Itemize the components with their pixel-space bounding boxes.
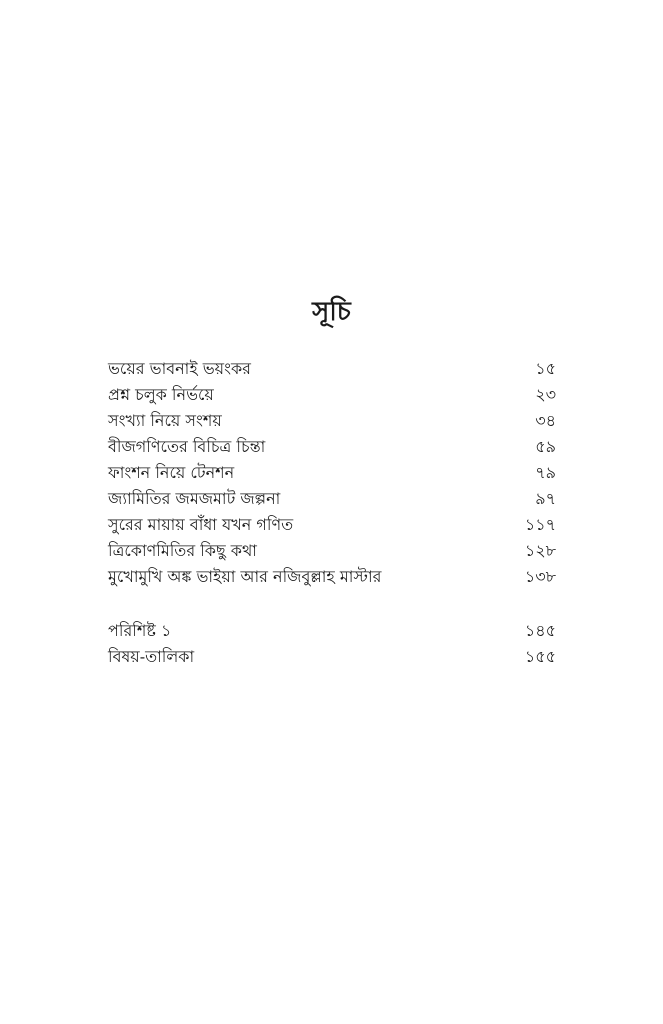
toc-entry-page: ৯৭ — [535, 489, 556, 508]
toc-entry-label: জ্যামিতির জমজমাট জল্পনা — [108, 489, 281, 508]
toc-main-list — [108, 356, 556, 590]
toc-entry-label: সংখ্যা নিয়ে সংশয় — [108, 411, 222, 430]
toc-entry — [108, 408, 556, 434]
toc-entry-label: ভয়ের ভাবনাই ভয়ংকর — [108, 359, 251, 378]
toc-entry — [108, 512, 556, 538]
toc-entry — [108, 618, 556, 644]
toc-entry-label: মুখোমুখি অঙ্ক ভাইয়া আর নজিবুল্লাহ মাস্টার — [108, 567, 382, 586]
toc-entry-label: ত্রিকোণমিতির কিছু কথা — [108, 541, 257, 560]
toc-entry-page: ১৩৮ — [524, 567, 556, 586]
toc-entry — [108, 382, 556, 408]
toc-entry-label: বিষয়-তালিকা — [108, 647, 195, 666]
toc-entry — [108, 538, 556, 564]
toc-entry — [108, 644, 556, 670]
toc-entry — [108, 486, 556, 512]
toc-entry-label: প্রশ্ন চলুক নির্ভয়ে — [108, 385, 214, 404]
toc-entry-page: ২৩ — [535, 385, 556, 404]
toc-entry-page: ৩৪ — [535, 411, 556, 430]
page-title: সূচি — [312, 297, 351, 327]
toc-entry-page: ১৫৫ — [524, 647, 556, 666]
toc-entry-label: সুরের মায়ায় বাঁধা যখন গণিত — [108, 515, 294, 534]
toc-entry — [108, 356, 556, 382]
toc-entry-page: ১৪৫ — [524, 621, 556, 640]
toc-entry-label: বীজগণিতের বিচিত্র চিন্তা — [108, 437, 266, 456]
toc-appendix-list — [108, 618, 556, 670]
toc-entry-page: ১২৮ — [524, 541, 556, 560]
toc-entry-page: ৭৯ — [535, 463, 556, 482]
toc-entry — [108, 564, 556, 590]
toc-entry-page: ৫৯ — [535, 437, 556, 456]
toc-entry-label: পরিশিষ্ট ১ — [108, 621, 172, 640]
toc-entry-page: ১১৭ — [524, 515, 556, 534]
toc-entry — [108, 434, 556, 460]
toc-entry-page: ১৫ — [535, 359, 556, 378]
toc-entry-label: ফাংশন নিয়ে টেনশন — [108, 463, 235, 482]
toc-entry — [108, 460, 556, 486]
